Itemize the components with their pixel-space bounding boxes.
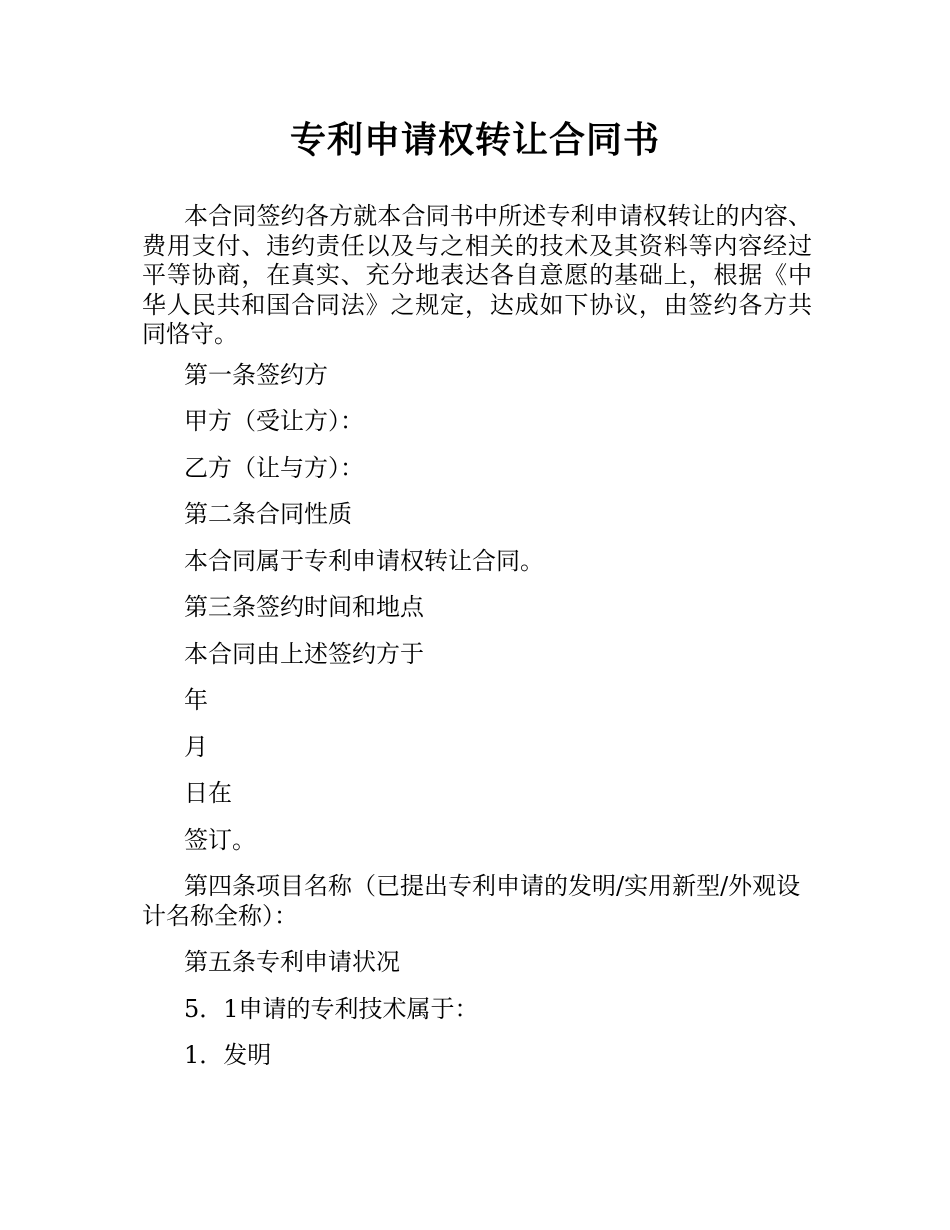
- article-4-heading: 第四条项目名称（已提出专利申请的发明/实用新型/外观设计名称全称）：: [142, 872, 801, 930]
- date-day: 日在: [184, 779, 232, 807]
- document-title: 专利申请权转让合同书: [289, 120, 660, 161]
- party-b-line: 乙方（让与方）：: [184, 453, 364, 482]
- option-invention: 1．发明: [184, 1041, 272, 1069]
- article-1-heading: 第一条签约方: [184, 360, 328, 389]
- article-5-heading: 第五条专利申请状况: [184, 948, 400, 976]
- article-2-text: 本合同属于专利申请权转让合同。: [184, 546, 544, 575]
- clause-5-1: 5．1申请的专利技术属于：: [184, 994, 479, 1023]
- date-month: 月: [184, 732, 208, 761]
- article-3-text: 本合同由上述签约方于: [184, 639, 424, 668]
- date-year: 年: [184, 686, 208, 714]
- signed-line: 签订。: [184, 825, 256, 854]
- intro-paragraph: 本合同签约各方就本合同书中所述专利申请权转让的内容、费用支付、违约责任以及与之相关的技术及其资料等内容经过平等协商，在真实、充分地表达各自意愿的基础上，根据《中华人民共和国合同法》之规定，达成如下协议，由签约各方共同恪守。: [142, 202, 812, 348]
- article-2-heading: 第二条合同性质: [184, 500, 352, 528]
- article-3-heading: 第三条签约时间和地点: [184, 593, 424, 621]
- party-a-line: 甲方（受让方）：: [184, 407, 364, 435]
- document-body: [142, 202, 812, 1088]
